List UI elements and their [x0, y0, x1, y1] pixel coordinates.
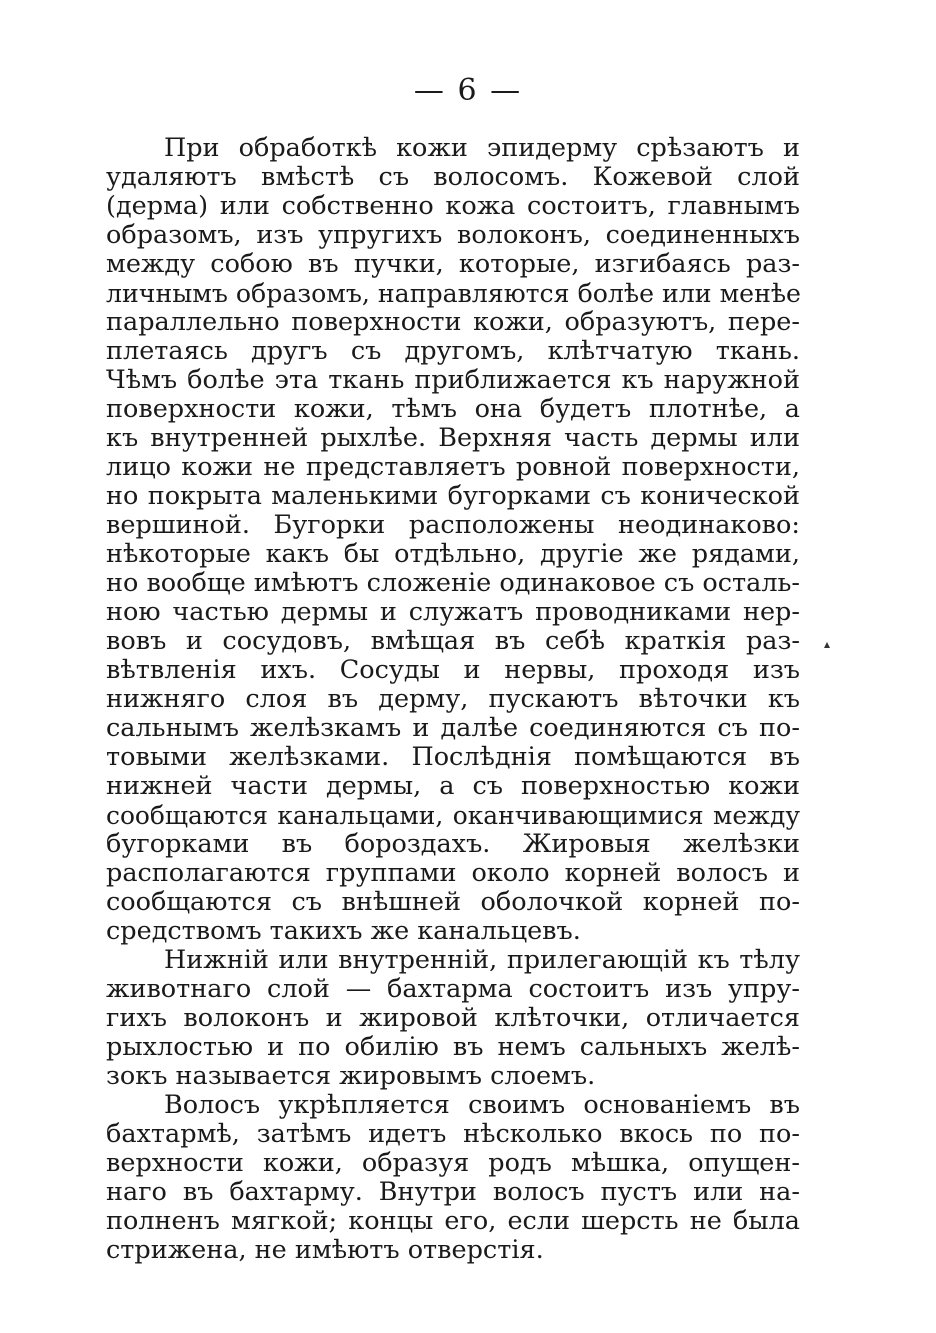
text-line: сальнымъ желѣзкамъ и далѣе соединяются съ по-	[106, 713, 800, 743]
text-line: бугорками въ бороздахъ. Жировыя желѣзки	[106, 829, 800, 859]
speck-icon	[822, 640, 832, 650]
text-line: плетаясь другъ съ другомъ, клѣтчатую ткань.	[106, 336, 800, 366]
text-line: наго въ бахтарму. Внутри волосъ пустъ или на-	[106, 1177, 800, 1207]
text-line: При обработкѣ кожи эпидерму срѣзаютъ и	[164, 133, 800, 163]
text-line: нижней части дермы, а съ поверхностью кожи	[106, 771, 800, 801]
body-text	[106, 134, 800, 1265]
text-line: поверхности кожи, тѣмъ она будетъ плотнѣе, а	[106, 394, 800, 424]
text-line: вершиной. Бугорки расположены неодинаково:	[106, 510, 800, 540]
text-line: бахтармѣ, затѣмъ идетъ нѣсколько вкось по по-	[106, 1119, 800, 1149]
text-line: стрижена, не имѣютъ отверстія.	[106, 1235, 544, 1265]
text-line: животнаго слой — бахтарма состоитъ изъ упру-	[106, 974, 800, 1004]
text-line: гихъ волоконъ и жировой клѣточки, отличается	[106, 1003, 800, 1033]
text-line: Чѣмъ болѣе эта ткань приближается къ наружной	[106, 365, 800, 395]
text-line: (дерма) или собственно кожа состоитъ, главнымъ	[106, 191, 800, 221]
text-line: къ внутренней рыхлѣе. Верхняя часть дермы или	[106, 423, 800, 453]
page-number: — 6 —	[413, 73, 523, 108]
text-line: удаляютъ вмѣстѣ съ волосомъ. Кожевой слой	[106, 162, 800, 192]
text-line: сообщаются съ внѣшней оболочкой корней по-	[106, 887, 800, 917]
text-line: товыми желѣзками. Послѣднія помѣщаются въ	[106, 742, 800, 772]
text-line: образомъ, изъ упругихъ волоконъ, соединенныхъ	[106, 220, 800, 250]
paragraph-1	[106, 134, 800, 946]
text-line: полненъ мягкой; концы его, если шерсть не была	[106, 1206, 800, 1236]
text-line: Нижній или внутренній, прилегающій къ тѣлу	[164, 945, 800, 975]
text-line: рыхлостью и по обилію въ немъ сальныхъ желѣ-	[106, 1032, 800, 1062]
margin-speck-mark	[822, 640, 832, 652]
text-line: Волосъ укрѣпляется своимъ основаніемъ въ	[164, 1090, 800, 1120]
text-line: параллельно поверхности кожи, образуютъ, пере-	[106, 307, 800, 337]
text-line: между собою въ пучки, которые, изгибаясь раз-	[106, 249, 800, 279]
text-line: лицо кожи не представляетъ ровной поверхности,	[106, 452, 800, 482]
text-line: зокъ называется жировымъ слоемъ.	[106, 1061, 596, 1091]
text-line: ною частью дермы и служатъ проводниками нер-	[106, 597, 800, 627]
text-line: располагаются группами около корней волосъ и	[106, 858, 800, 888]
text-line: но покрыта маленькими бугорками съ конической	[106, 481, 800, 511]
text-line: сообщаются канальцами, оканчивающимися между	[106, 801, 800, 830]
text-line: нижняго слоя въ дерму, пускаютъ вѣточки къ	[106, 684, 800, 714]
text-line: личнымъ образомъ, направляются болѣе или менѣе	[106, 279, 801, 308]
text-line: но вообще имѣютъ сложеніе одинаковое съ осталь-	[106, 568, 801, 598]
text-line: вовъ и сосудовъ, вмѣщая въ себѣ краткія раз-	[106, 626, 800, 656]
text-line: нѣкоторые какъ бы отдѣльно, другіе же рядами,	[106, 539, 800, 569]
text-line: средствомъ такихъ же канальцевъ.	[106, 916, 581, 946]
text-line: вѣтвленія ихъ. Сосуды и нервы, проходя изъ	[106, 655, 800, 685]
text-line: верхности кожи, образуя родъ мѣшка, опущен-	[106, 1148, 800, 1178]
paragraph-2	[106, 946, 800, 1091]
paragraph-3	[106, 1091, 800, 1265]
